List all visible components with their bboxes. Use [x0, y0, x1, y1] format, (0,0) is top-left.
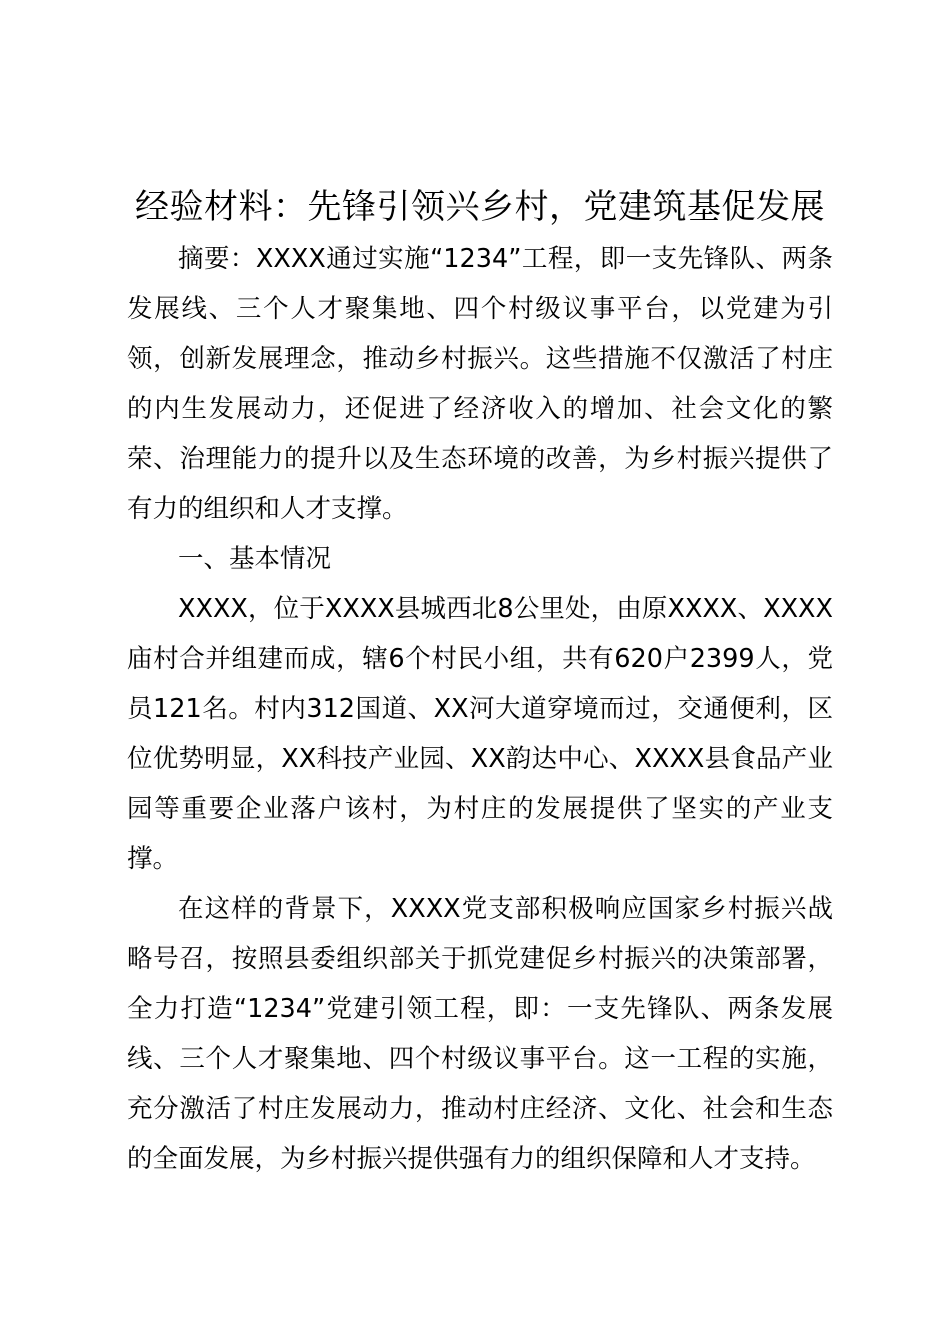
document-title: 经验材料：先锋引领兴乡村，党建筑基促发展	[135, 187, 825, 227]
background-paragraph: 在这样的背景下，XXXX党支部积极响应国家乡村振兴战略号召，按照县委组织部关于抓党建促乡村振兴的决策部署，全力打造“1234”党建引领工程，即：一支先锋队、两条发展线、三个人才聚集地、四个村级议事平台。这一工程的实施，充分激活了村庄发展动力，推动村庄经济、文化、社会和生态的全面发展，为乡村振兴提供强有力的组织保障和人才支持。	[127, 894, 833, 1174]
document-body	[127, 180, 833, 1184]
basic-info-paragraph: XXXX，位于XXXX县城西北8公里处，由原XXXX、XXXX庙村合并组建而成，辖6个村民小组，共有620户2399人，党员121名。村内312国道、XX河大道穿境而过，交通便利，区位优势明显，XX科技产业园、XX韵达中心、XXXX县食品产业园等重要企业落户该村，为村庄的发展提供了坚实的产业支撑。	[127, 594, 833, 874]
abstract-paragraph: 摘要：XXXX通过实施“1234”工程，即一支先锋队、两条发展线、三个人才聚集地、四个村级议事平台，以党建为引领，创新发展理念，推动乡村振兴。这些措施不仅激活了村庄的内生发展动力，还促进了经济收入的增加、社会文化的繁荣、治理能力的提升以及生态环境的改善，为乡村振兴提供了有力的组织和人才支撑。	[127, 244, 833, 524]
section-heading-basic-info: 一、基本情况	[178, 544, 332, 574]
